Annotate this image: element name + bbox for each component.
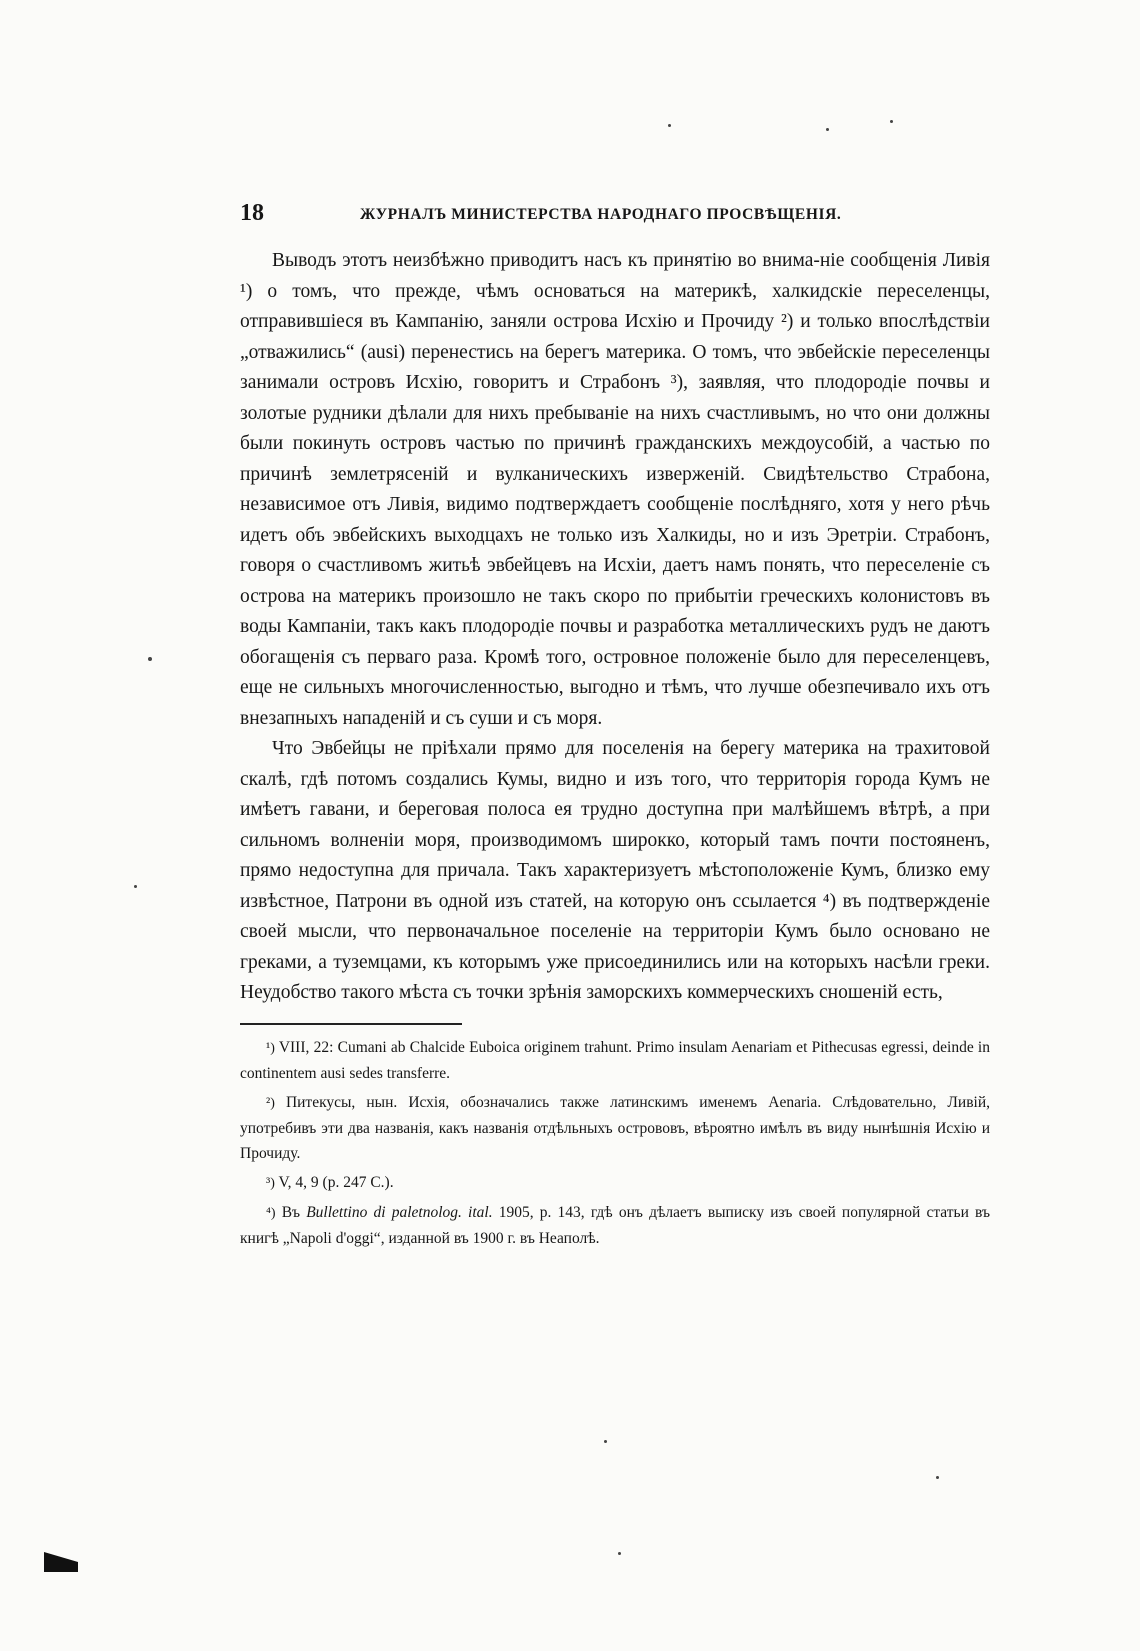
book-page <box>240 200 990 1255</box>
footnotes <box>240 1035 990 1251</box>
scan-mark <box>44 1552 78 1572</box>
scan-speck <box>668 124 671 127</box>
body-paragraph: Что Эвбейцы не пріѣхали прямо для поселенія на берегу материка на трахитовой скалѣ, гдѣ потомъ создались Кумы, видно и изъ того, что территорія города Кумъ не имѣетъ гавани, и береговая полоса ея трудно доступна при малѣйшемъ вѣтрѣ, а при сильномъ волненіи моря, производимомъ широкко, который тамъ почти постояненъ, прямо недоступна для причала. Такъ характеризуетъ мѣстоположеніе Кумъ, близко ему извѣстное, Патрони въ одной изъ статей, на которую онъ ссылается ⁴) въ подтвержденіе своей мысли, что первоначальное поселеніе на территоріи Кумъ было основано не греками, а туземцами, къ которымъ уже присоединились или на которыхъ насѣли греки. Неудобство такого мѣста съ точки зрѣнія заморскихъ коммерческихъ сношеній есть, <box>240 738 990 1003</box>
footnote-2 <box>240 1090 990 1166</box>
footnote-1 <box>240 1035 990 1086</box>
footnote-3 <box>240 1170 990 1196</box>
footnote-marker: ⁴) <box>266 1205 276 1221</box>
scan-speck <box>826 128 829 131</box>
body-text <box>240 246 990 1009</box>
scan-speck <box>618 1552 621 1555</box>
footnote-text: Питекусы, нын. Исхія, обозначались также латинскимъ именемъ Aenaria. Слѣдовательно, Ливій, употребивъ эти два названія, какъ названія отдѣльныхъ острововъ, вѣроятно имѣлъ въ виду нынѣшнія Исхію и Прочиду. <box>240 1093 991 1162</box>
footnote-marker: ¹) <box>266 1040 275 1056</box>
footnote-title: Bullettino di paletnolog. ital. <box>306 1203 493 1221</box>
body-paragraph: Выводъ этотъ неизбѣжно приводитъ насъ къ принятію во внима-ніе сообщенія Ливія ¹) о томъ, что прежде, чѣмъ основаться на материкѣ, халкидскіе переселенцы, отправившіеся въ Кампанію, заняли острова Исхію и Прочиду ²) и только впослѣдствіи „отважились“ (ausi) перенестись на берегъ материка. О томъ, что эвбейскіе переселенцы занимали островъ Исхію, говоритъ и Страбонъ ³), заявляя, что плодородіе почвы и золотые рудники дѣлали для нихъ пребываніе на нихъ счастливымъ, но что они должны были покинуть островъ частью по причинѣ гражданскихъ междоусобій, а частью по причинѣ землетрясеній и вулканическихъ изверженій. Свидѣтельство Страбона, независимое отъ Ливія, видимо подтверждаетъ сообщеніе послѣдняго, хотя у него рѣчь идетъ объ эвбейскихъ выходцахъ не только изъ Халкиды, но и изъ Эретріи. Страбонъ, говоря о счастливомъ житьѣ эвбейцевъ на Исхіи, даетъ намъ понять, что переселеніе съ острова на материкъ произошло не такъ скоро по прибытіи греческихъ колонистовъ въ воды Кампаніи, такъ какъ плодородіе почвы и разработка металлическихъ рудъ не даютъ обогащенія съ перваго раза. Кромѣ того, островное положеніе было для переселенцевъ, еще не сильныхъ многочисленностью, выгодно и тѣмъ, что лучше обезпечивало ихъ отъ внезапныхъ нападеній и съ суши и съ моря. <box>240 250 990 729</box>
footnote-text: VIII, 22: Cumani ab Chalcide Euboica originem trahunt. Primo insulam Aenariam et Pithecusas egressi, deinde in continentem ausi sedes transferre. <box>240 1038 990 1082</box>
footnote-text: 1905, p. 143, гдѣ онъ дѣлаетъ выписку изъ своей популярной статьи въ книгѣ „Napoli d'oggi“, изданной въ 1900 г. въ Неаполѣ. <box>240 1203 990 1247</box>
running-title: ЖУРНАЛЪ МИНИСТЕРСТВА НАРОДНАГО ПРОСВѢЩЕНІЯ. <box>360 206 842 223</box>
footnote-4 <box>240 1200 990 1251</box>
scan-speck <box>604 1440 607 1443</box>
footnote-text: Въ <box>281 1203 307 1221</box>
footnote-marker: ²) <box>266 1095 275 1111</box>
scan-speck <box>134 885 137 888</box>
scan-speck <box>148 657 152 661</box>
footnote-text: V, 4, 9 (p. 247 C.). <box>278 1173 394 1191</box>
running-header <box>240 200 990 240</box>
scan-speck <box>890 120 893 123</box>
page-number: 18 <box>240 200 264 226</box>
scan-speck <box>936 1476 939 1479</box>
footnote-marker: ³) <box>266 1175 275 1191</box>
footnote-divider <box>240 1023 462 1025</box>
